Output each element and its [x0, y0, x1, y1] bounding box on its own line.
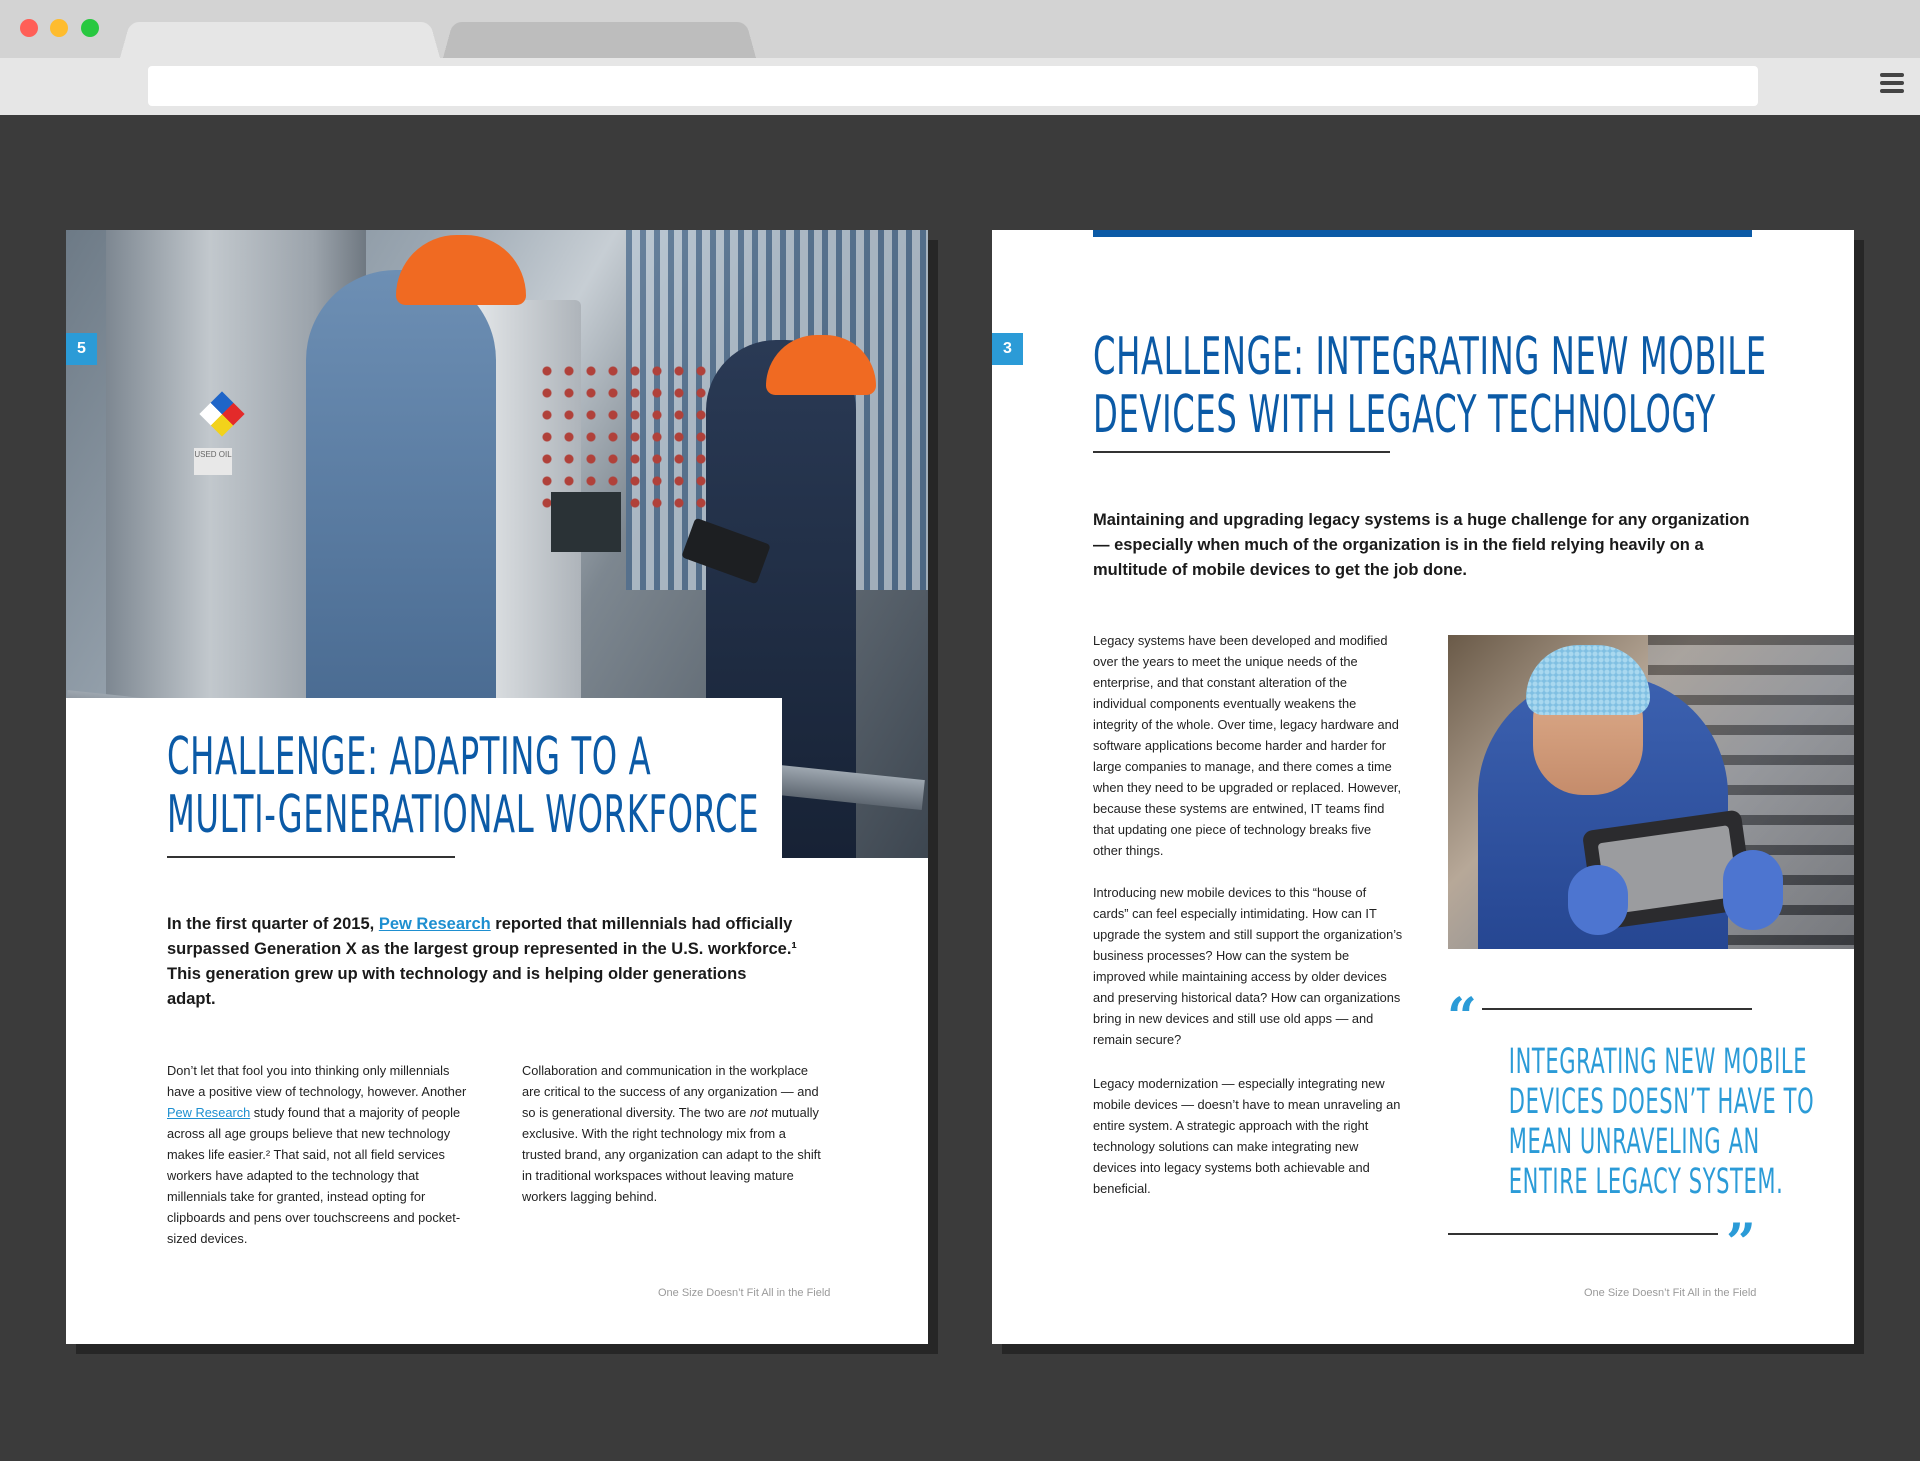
document-page-right: [992, 230, 1854, 1344]
browser-chrome: [0, 0, 1920, 115]
hard-hat-icon: [396, 235, 526, 305]
close-quote-icon: ”: [1726, 1213, 1756, 1274]
page-number: 3: [992, 333, 1023, 365]
maximize-window-button[interactable]: [81, 19, 99, 37]
page-title-line-2: MULTI-GENERATIONAL WORKFORCE: [167, 785, 760, 845]
title-block: [1093, 328, 1854, 444]
lead-paragraph: Maintaining and upgrading legacy systems is a huge challenge for any organization — especially when much of the organization is in the field relying heavily on a multitude of mobile devices to get the job done.: [1093, 511, 1750, 579]
pull-quote-line: INTEGRATING NEW MOBILE: [1508, 1042, 1808, 1082]
top-accent-bar: [1093, 230, 1752, 237]
page-number: 5: [66, 333, 97, 365]
page-title-line-1: CHALLENGE: ADAPTING TO A: [167, 727, 652, 787]
quote-rule-bottom: [1448, 1233, 1718, 1235]
title-underline: [167, 856, 455, 858]
close-window-button[interactable]: [20, 19, 38, 37]
hair-net-icon: [1526, 645, 1650, 715]
pull-quote-line: DEVICES DOESN’T HAVE TO: [1508, 1082, 1815, 1122]
open-quote-icon: “: [1447, 987, 1477, 1048]
document-page-left: [66, 230, 928, 1344]
page-footer: One Size Doesn’t Fit All in the Field: [1584, 1287, 1757, 1299]
title-underline: [1093, 451, 1390, 453]
worker-tablet-photo: [1448, 635, 1854, 949]
pull-quote: [1448, 1042, 1815, 1202]
hamburger-icon[interactable]: [1880, 73, 1904, 97]
body-paragraph-1: Legacy systems have been developed and modified over the years to meet the unique needs of the enterprise, and that constant alteration of the individual components eventually weakens the integrity of the whole. Over time, legacy hardware and software applications become harder and harder for large companies to manage, and there comes a time when they need to be upgraded or replaced. However, because these systems are entwined, IT teams find that updating one piece of technology breaks five other things.: [1093, 633, 1402, 858]
pull-quote-line: ENTIRE LEGACY SYSTEM.: [1508, 1162, 1784, 1202]
minimize-window-button[interactable]: [50, 19, 68, 37]
page-title-line-2: DEVICES WITH LEGACY TECHNOLOGY: [1093, 385, 1716, 445]
page-title-line-1: CHALLENGE: INTEGRATING NEW MOBILE: [1093, 327, 1767, 387]
body-column-2: Collaboration and communication in the workplace are critical to the success of any organization — and so is generational diversity. The two are not mutually exclusive. With the right technology mix from a trusted brand, any organization can adapt to the shift in traditional workspaces without leaving mature workers lagging behind.: [522, 1063, 821, 1204]
tab-bar: [0, 0, 1920, 58]
body-paragraph-3: Legacy modernization — especially integrating new mobile devices — doesn’t have to mean unraveling an entire system. A strategic approach with the right technology solutions can make integrating new devices into legacy systems both achievable and beneficial.: [1093, 1076, 1401, 1196]
tab-active[interactable]: [120, 22, 440, 58]
lead-paragraph: In the first quarter of 2015, Pew Research reported that millennials had officially surpassed Generation X as the largest group represented in the U.S. workforce.¹ This generation grew up with technology and is helping older generations adapt.: [167, 915, 797, 1008]
tab-inactive[interactable]: [443, 22, 756, 58]
used-oil-sign: USED OIL: [194, 448, 232, 475]
pull-quote-line: MEAN UNRAVELING AN: [1508, 1122, 1760, 1162]
address-bar[interactable]: [148, 66, 1758, 106]
pew-research-link[interactable]: Pew Research: [378, 915, 491, 933]
quote-rule-top: [1482, 1008, 1752, 1010]
body-column-1: Don’t let that fool you into thinking only millennials have a positive view of technology, however. Another Pew Research study found that a majority of people across all age groups believe that new technology makes life easier.² That said, not all field services workers have adapted to the technology that millennials take for granted, instead opting for clipboards and pens over touchscreens and pocket-sized devices.: [167, 1063, 467, 1246]
title-box: [66, 698, 782, 858]
page-footer: One Size Doesn’t Fit All in the Field: [658, 1287, 831, 1299]
pew-research-study-link[interactable]: Pew Research: [167, 1105, 251, 1120]
body-paragraph-2: Introducing new mobile devices to this “house of cards” can feel especially intimidating. How can IT upgrade the system and still support the organization’s business processes? How can the system be improved while maintaining access by older devices and preserving historical data? How can organizations bring in new devices and still use old apps — and remain secure?: [1093, 885, 1403, 1047]
